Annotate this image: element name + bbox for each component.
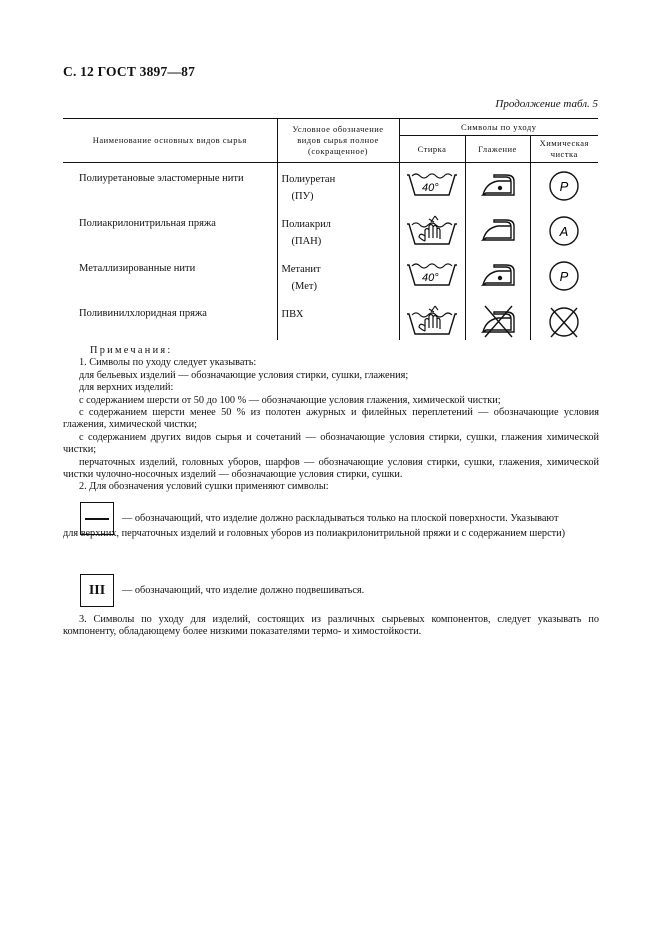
circle-A-icon [546, 214, 582, 248]
note-1a: для бельевых изделий — обозначающие условия стирки, сушки, глажения; [79, 369, 409, 381]
material-name: Полиакрилонитрильная пряжа [79, 217, 216, 229]
note-1e: с содержанием других видов сырья и сочетаний — обозначающие условия стирки, сушки, глажения химической чистки; [63, 431, 599, 456]
note-3: 3. Символы по уходу для изделий, состоящих из различных сырьевых компонентов, следует указывать по компоненту, обладающему более низкими показателями термо- и химостойкости. [63, 613, 599, 638]
iron-cell [465, 298, 530, 340]
designation-full: Метанит [281, 263, 321, 275]
dry-clean-cell [530, 298, 598, 340]
washtub-40-icon [405, 259, 459, 289]
iron-crossed-icon [478, 304, 518, 338]
dry-flat-symbol-row [63, 502, 599, 566]
material-name: Поливинилхлоридная пряжа [79, 307, 207, 319]
wash-cell [399, 208, 465, 253]
material-designation [277, 208, 399, 253]
iron-cell [465, 163, 530, 208]
dry-clean-cell [530, 208, 598, 253]
circle-P-icon [546, 169, 582, 203]
designation-full: Полиуретан [281, 174, 336, 185]
designation-short: (ПАН) [291, 235, 322, 247]
designation-short: (ПУ) [291, 191, 314, 202]
circle-P-icon [546, 259, 582, 293]
material-name: Полиуретановые эластомерные нити [79, 173, 244, 184]
washtub-hand-icon [405, 214, 459, 248]
wash-cell [399, 298, 465, 340]
dry-hang-icon: III [80, 574, 114, 607]
column-header-wash: Стирка [399, 136, 465, 163]
circle-crossed-icon [546, 304, 582, 340]
column-header-iron: Глажение [465, 136, 530, 163]
material-designation [277, 298, 399, 340]
notes-section [63, 345, 599, 639]
column-header-dry-clean: Химическая чистка [530, 136, 598, 163]
dry-clean-letter: A [559, 223, 569, 239]
notes-title: Примечания: [90, 345, 173, 356]
column-header-material: Наименование основных видов сырья [63, 119, 277, 163]
care-symbols-table [63, 118, 598, 340]
dry-clean-cell [530, 163, 598, 208]
dry-hang-description: — обозначающий, что изделие должно подвешиваться. [122, 584, 365, 596]
table-row [63, 163, 598, 208]
column-header-designation: Условное обозначение видов сырья полное (сокращенное) [277, 119, 399, 163]
designation-full: Полиакрил [281, 218, 331, 230]
material-designation [277, 253, 399, 298]
iron-one-dot-icon [478, 169, 518, 199]
note-1: 1. Символы по уходу следует указывать: [79, 357, 257, 369]
wash-cell [399, 253, 465, 298]
note-1c: с содержанием шерсти от 50 до 100 % — обозначающие условия глажения, химической чистки; [79, 394, 501, 406]
dry-clean-letter: P [559, 179, 569, 194]
table-row [63, 298, 598, 340]
washtub-hand-icon [405, 304, 459, 338]
page-header: С. 12 ГОСТ 3897—87 [63, 64, 196, 79]
dry-flat-description-cont: для верхних, перчаточных изделий и головных уборов из полиакрилонитрильной пряжи и с содержанием шерсти) [63, 527, 566, 539]
note-1f: перчаточных изделий, головных уборов, шарфов — обозначающие условия стирки, сушки, глажения, химической чистки чулочно-носочных изделий — обозначающие условия стирки, сушки. [63, 456, 599, 481]
note-1b: для верхних изделий: [79, 382, 174, 394]
iron-one-dot-icon [478, 259, 518, 289]
note-2: 2. Для обозначения условий сушки применяют символы: [79, 481, 329, 493]
wash-temperature: 40° [422, 182, 439, 194]
table-row [63, 253, 598, 298]
iron-plain-icon [478, 214, 518, 244]
dry-clean-cell [530, 253, 598, 298]
iron-cell [465, 208, 530, 253]
table-continuation-label: Продолжение табл. 5 [495, 98, 598, 110]
column-header-care-symbols: Символы по уходу [399, 119, 598, 136]
dry-flat-description: — обозначающий, что изделие должно раскладываться только на плоской поверхности. Указывают [122, 512, 559, 524]
dry-hang-symbol-row [63, 572, 599, 614]
wash-cell [399, 163, 465, 208]
washtub-40-icon [405, 169, 459, 199]
material-designation [277, 163, 399, 208]
note-1d: с содержанием шерсти менее 50 % из полотен ажурных и филейных переплетений — обозначающие условия глажения, химической чистки; [63, 407, 599, 431]
material-name: Металлизированные нити [79, 262, 196, 274]
table-row [63, 208, 598, 253]
iron-cell [465, 253, 530, 298]
dry-clean-letter: P [559, 268, 569, 284]
designation-short: (Мет) [291, 280, 317, 292]
designation-full: ПВХ [281, 308, 304, 320]
wash-temperature: 40° [422, 271, 439, 284]
